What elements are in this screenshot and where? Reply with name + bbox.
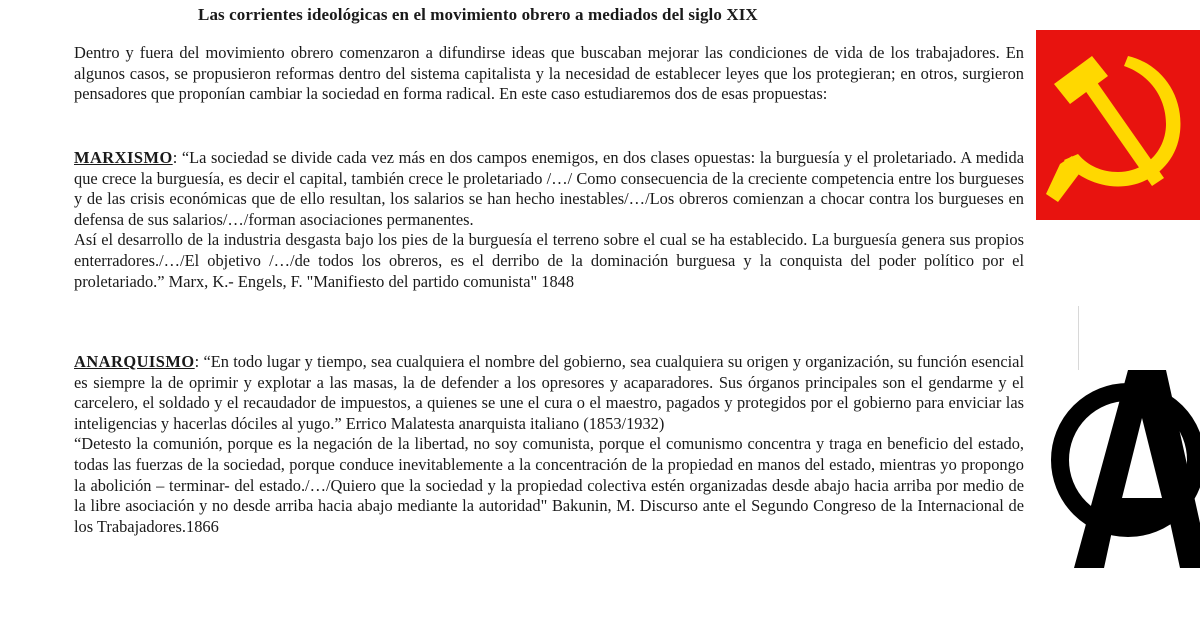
anarquismo-term: ANARQUISMO	[74, 352, 195, 371]
marxismo-quote-1: : “La sociedad se divide cada vez más en dos campos enemigos, en dos clases opuestas: la burguesía y el proletariado. A medida que crece la burguesía, es decir el capital, también crece le proletariado /…/ Como consecuencia de la creciente competencia entre los burgueses y de las crisis económicas que de ello resultan, los salarios se han hecho inestables/…/Los obreros comienzan a chocar contra los burgueses en defensa de sus salarios/…/forman asociaciones permanentes.	[74, 148, 1024, 229]
circle-a-icon	[1034, 370, 1200, 568]
anarquismo-paragraph-1	[74, 352, 1024, 434]
anarquismo-quote-1: : “En todo lugar y tiempo, sea cualquiera el nombre del gobierno, sea cualquiera su origen y organización, su función esencial es siempre la de oprimir y explotar a las masas, la de defender a los opresores y acaparadores. Sus órganos principales son el gendarme y el carcelero, el soldado y el recaudador de impuestos, a quienes se une el cura o el maestro, pagados y protegidos por el gobierno para enviciar las inteligencias y hacerlas dóciles al yugo.” Errico Malatesta anarquista italiano (1853/1932)	[74, 352, 1024, 433]
document-title: Las corrientes ideológicas en el movimiento obrero a mediados del siglo XIX	[198, 5, 758, 24]
scan-edge-line	[1078, 306, 1079, 370]
marxismo-section	[74, 148, 1024, 292]
marxismo-quote-2: Así el desarrollo de la industria desgasta bajo los pies de la burguesía el terreno sobre el cual se ha establecido. La burguesía genera sus propios enterradores./…/El objetivo /…/de todos los obreros, es el derribo de la dominación burguesa y la conquista del poder político por el proletariado.” Marx, K.- Engels, F. "Manifiesto del partido comunista" 1848	[74, 230, 1024, 291]
marxismo-paragraph-1	[74, 148, 1024, 230]
anarquismo-quote-2: “Detesto la comunión, porque es la negación de la libertad, no soy comunista, porque el comunismo concentra y traga en beneficio del estado, todas las fuerzas de la sociedad, porque conduce inevitablemente a la concentración de la propiedad en manos del estado, mientras yo propongo la abolición – terminar- del estado./…/Quiero que la sociedad y la propiedad colectiva estén organizadas desde abajo hacia arriba por medio de la libre asociación y no desde arriba hacia abajo mediante la autoridad" Bakunin, M. Discurso ante el Segundo Congreso de la Internacional de los Trabajadores.1866	[74, 434, 1024, 536]
hammer-and-sickle-icon	[1036, 30, 1200, 220]
anarquismo-section	[74, 352, 1024, 537]
intro-text: Dentro y fuera del movimiento obrero comenzaron a difundirse ideas que buscaban mejorar las condiciones de vida de los trabajadores. En algunos casos, se propusieron reformas dentro del sistema capitalista y la necesidad de establecer leyes que los protegieran; en otros, surgieron pensadores que proponían cambiar la sociedad en forma radical. En este caso estudiaremos dos de esas propuestas:	[74, 43, 1024, 104]
marxismo-term: MARXISMO	[74, 148, 173, 167]
intro-paragraph	[74, 43, 1024, 105]
